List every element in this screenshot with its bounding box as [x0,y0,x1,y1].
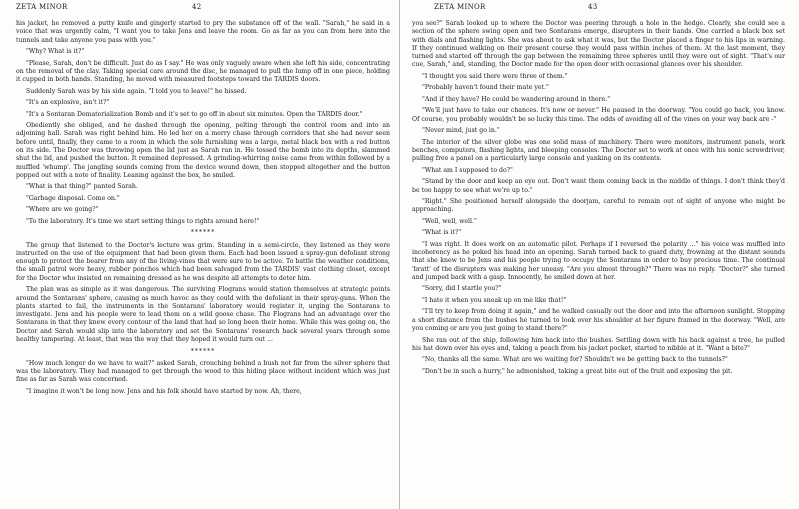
paragraph: "Where are we going?" [26,206,99,214]
right-page [400,0,799,509]
paragraph: "What am I supposed to do?" [422,166,513,174]
paragraph: Suddenly Sarah was by his side again. "I told you to leave!" he hissed. [26,87,247,95]
paragraph: "I'll try to keep from doing it again," and he walked casually out the door and into the afternoon sunlight. Stopping a short distance from the bushes he turned to look over his shoulder at her figure framed in the doorway. "Well, are you coming or are you just going to stand there?" [412,308,785,333]
paragraph: "Well, well, well." [422,217,477,225]
paragraph: "Stand by the door and keep an eye out. Don't want them coming back in the middle of things. I don't think they'd be too happy to see what we're up to." [412,178,785,194]
paragraph: "It's a Sontaran Dematerialization Bomb and it's set to go off in about six minutes. Open the TARDIS door." [26,110,363,118]
paragraph: "I imagine it won't be long now. Jens and his folk should have started by now. Ah, there, [26,387,302,395]
section-break: ****** [190,347,216,355]
left-page [0,0,399,509]
paragraph: "I was right. It does work on an automatic pilot. Perhaps if I reversed the polarity ..." his voice was muffled into incoherency as he poked his head into an opening. Sarah turned back to guard duty, frowning at the distant sounds that she knew to be Jens and his people trying to occupy the Sontarans in order to buy precious time. The continual 'bratt' of the disrupters was making her uneasy. "Are you almost through?" There was no reply. "Doctor?" she turned and jumped back with a gasp. Innocently, he smiled down at her. [412,240,785,281]
paragraph: "What is it?" [422,229,462,237]
page-number: 43 [588,3,598,11]
running-title: ZETA MINOR [16,3,68,11]
paragraph: "Never mind, just go in." [422,127,500,135]
page-header [412,2,785,14]
running-title: ZETA MINOR [434,3,486,11]
paragraph: "Garbage disposal. Come on." [26,194,120,202]
paragraph: "Sorry, did I startle you?" [422,285,502,293]
paragraph: his jacket, he removed a putty knife and gingerly started to pry the substance off of the wall. "Sarah," he said in a voice that was urgently calm, "I want you to take Jens and leave the room. Go as far as you can from here into the tunnels and take anyone you pass with you." [16,20,390,44]
page-body [412,20,785,376]
paragraph: She ran out of the ship, following him back into the bushes. Settling down with his back against a tree, he pulled his hat down over his eyes and, taking a peach from his jacket pocket, started to nibble at it. "Want a bite?" [412,336,785,352]
paragraph: "What is that thing?" panted Sarah. [26,183,138,191]
paragraph: "Probably haven't found their mate yet." [422,84,549,92]
paragraph: "We'll just have to take our chances. It's now or never." He paused in the doorway. "You could go back, you know. Of course, you probably wouldn't be so lucky this time. The odds of avoiding all of the vines on your way back are -" [412,107,785,123]
paragraph: "No, thanks all the same. What are we waiting for? Shouldn't we be getting back to the tunnels?" [422,356,728,364]
page-number: 42 [192,3,202,11]
paragraph: you see?" Sarah looked up to where the Doctor was peering through a hole in the hedge. Clearly, she could see a section of the sphere swing open and two Sontarans emerge, disrupters in their hands. One carried a black box set with dials and flashing lights. She was about to ask what it was, but the Doctor placed a finger to his lips in warning. If they continued walking on their present course they would pass within inches of them. At the last moment, they turned and started off through the gap between the remaining three spheres until they were out of sight. "That's our cue, Sarah," and, standing, the Doctor made for the open door with occasional glances over his shoulder. [412,20,785,69]
paragraph: The interior of the silver globe was one solid mass of machinery. There were monitors, instrument panels, work benches, computers, flashing lights, and bleeping consoles. The Doctor set to work at once with his sonic screwdriver, pulling free a panel on a particularly large console and yanking on its contents. [412,138,785,163]
paragraph: "Don't be in such a hurry," he admonished, taking a great bite out of the fruit and exposing the pit. [422,367,733,375]
paragraph: The plan was as simple as it was dangerous. The surviving Flograns would station themselves at strategic points around the Sontarans' sphere, causing as much havoc as they could with the defoliant in their spray-guns. When the plants started to fail, the instruments in the Sontarans' laboratory would register it, urging the Sontarans to investigate. Jens and his people were to lead them on a wild goose chase. The Flograns had an advantage over the Sontarans in that they knew every contour of the land that had so long been their home. While this was going on, the Doctor and Sarah would slip into the laboratory and set the Sontarans' research back several years through some healthy tampering. At least, that was the way that they hoped it would turn out ... [16,286,390,344]
paragraph: "To the laboratory. It's time we start setting things to rights around here!" [26,217,260,225]
paragraph: "And if they have? He could be wandering around in there." [422,95,611,103]
paragraph: "Right." She positioned herself alongside the doorjam, careful to remain out of sight of anyone who might be approaching. [412,198,785,214]
paragraph: "It's an explosive, isn't it?" [26,99,110,107]
paragraph: "I thought you said there were three of them." [422,72,568,80]
paragraph: "Please, Sarah, don't be difficult. Just do as I say." He was only vaguely aware when she left his side, concentrating on the removal of the clay. Taking special care around the disc, he managed to pull the lump off in one piece, holding it cupped in both hands. Standing, he moved with measured footsteps toward the TARDIS doors. [16,59,390,84]
paragraph: Obediently she obliged, and he dashed through the opening, pelting through the control room and into an adjoining hall. Sarah was right behind him. He led her on a merry chase through corridors that she had never seen before until, finally, they came to a room in which the sole furnishing was a large, metal black box with a red button on its side. The Doctor was throwing open the lid just as Sarah ran in. He tossed the bomb into its depths, slammed shut the lid, and pushed the button. It remained depressed. A grinding-whirring noise came from within followed by a muffled 'whump'. The jangling sounds coming from the device wound down, then stopped altogether and the button popped out with a note of finality. Leaning against the box, he smiled. [16,122,390,179]
page-header [16,2,390,14]
paragraph: "How much longer do we have to wait?" asked Sarah, crouching behind a bush not far from the silver sphere that was the laboratory. They had managed to get through the wood to this hiding place without incident which was just fine as far as Sarah was concerned. [16,359,390,384]
paragraph: "Why? What is it?" [26,48,85,56]
paragraph: "I hate it when you sneak up on me like that!" [422,296,567,304]
section-break: ****** [190,229,216,237]
paragraph: The group that listened to the Doctor's lecture was grim. Standing in a semi-circle, they listened as they were instructed on the use of the equipment that had been given them. Each had been issued a spray-gun defoliant strong enough to protect the bearer from any of the living-vines that were sure to be active. To battle the weather conditions, the small patrol wore heavy, rubber ponchos which had been salvaged from the TARDIS' vast clothing closet, except for the Doctor who insisted on remaining dressed as he was despite all attempts to deter him. [16,241,390,282]
page-body [16,20,390,396]
